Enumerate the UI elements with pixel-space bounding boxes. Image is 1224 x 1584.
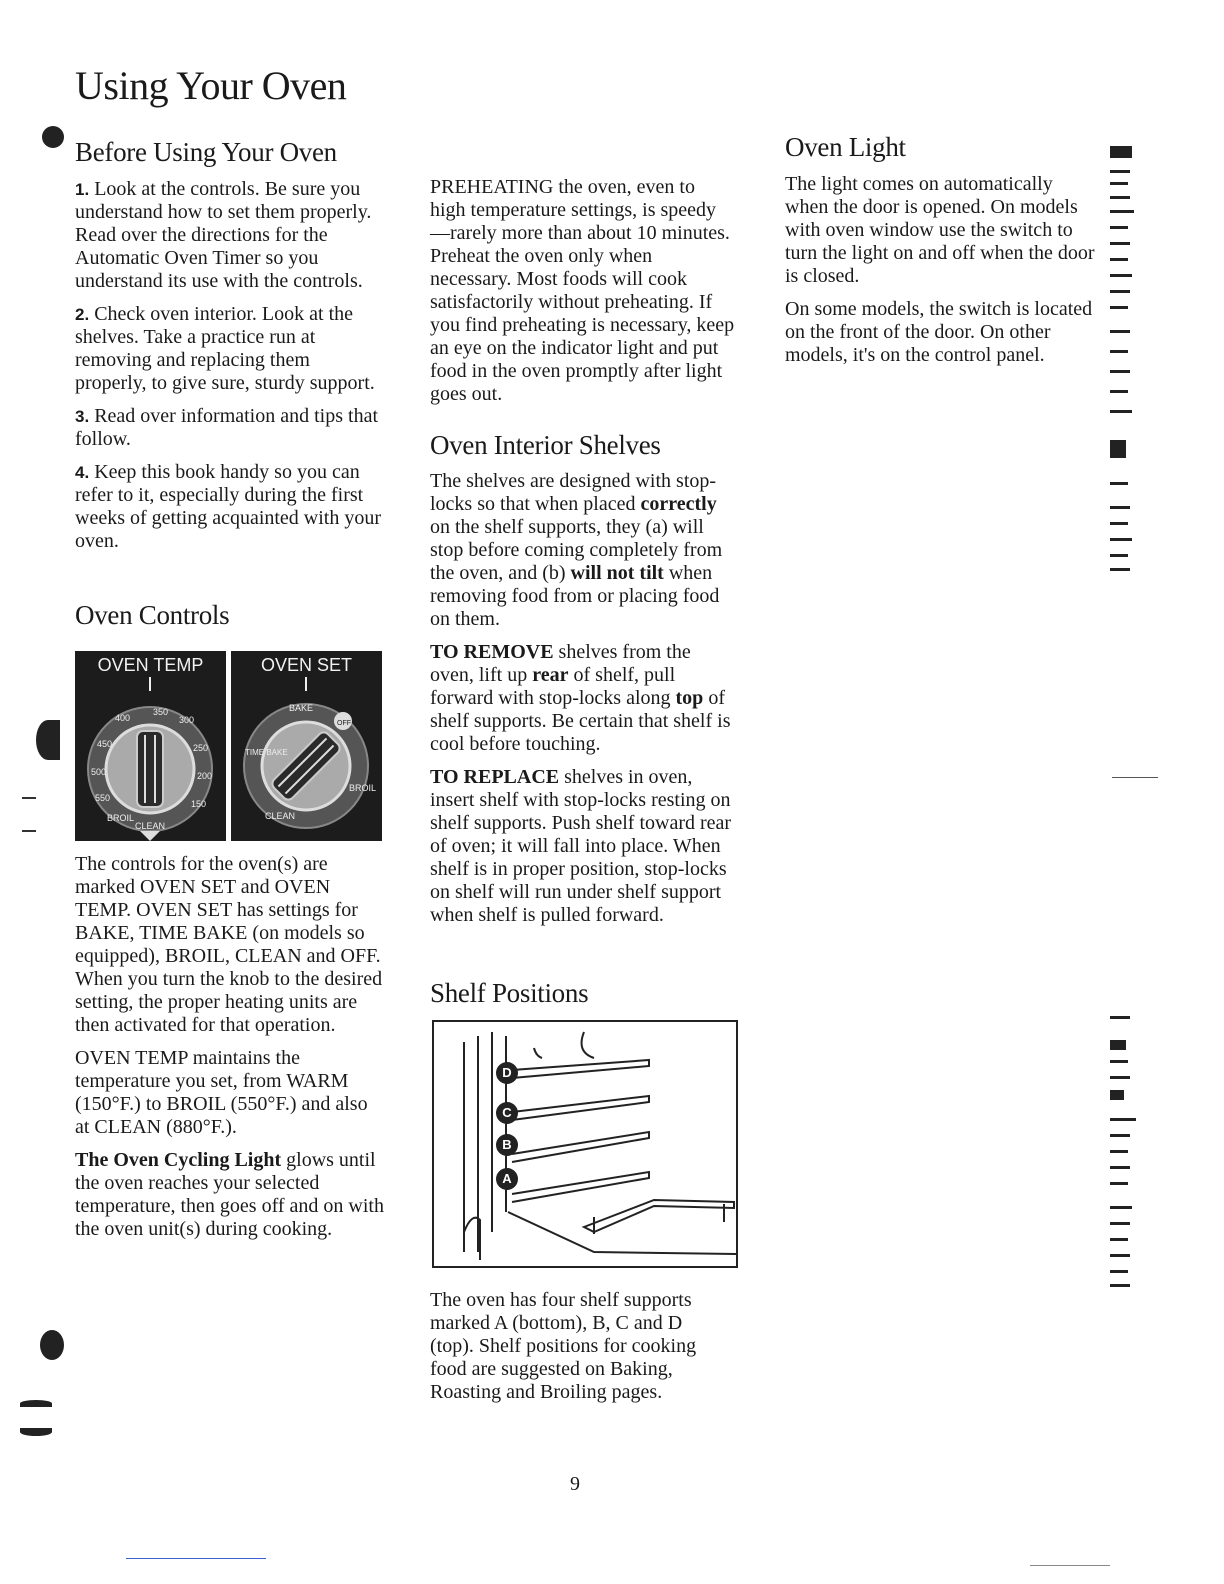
margin-tab-mark <box>1110 1076 1130 1079</box>
margin-tab-mark <box>1110 196 1130 199</box>
shelf-positions-heading: Shelf Positions <box>430 978 589 1008</box>
svg-text:CLEAN: CLEAN <box>135 821 166 831</box>
margin-tab-mark <box>1110 290 1130 293</box>
margin-bullet-icon <box>40 1330 64 1360</box>
svg-text:200: 200 <box>197 771 213 781</box>
margin-tab-mark <box>1110 1284 1130 1287</box>
oven-light-text <box>785 173 1095 377</box>
svg-text:BROIL: BROIL <box>107 813 135 823</box>
margin-tab-mark <box>1110 226 1128 229</box>
svg-text:300: 300 <box>179 715 195 725</box>
margin-tab-mark <box>1110 538 1132 541</box>
oven-light-heading: Oven Light <box>785 132 906 162</box>
margin-tab-mark <box>1110 306 1128 309</box>
before-using-list <box>75 178 385 563</box>
oven-shelves-icon <box>434 1022 736 1266</box>
margin-tab-mark <box>1110 554 1128 557</box>
page-number: 9 <box>570 1473 580 1495</box>
margin-tab-mark <box>1110 1134 1130 1137</box>
oven-light-paragraph: The light comes on automatically when the door is opened. On models with oven window use the switch to turn the light on and off when the door is closed. <box>785 173 1095 287</box>
oven-set-dial-photo <box>231 651 382 841</box>
margin-tab-mark <box>1110 1222 1130 1225</box>
before-using-heading: Before Using Your Oven <box>75 137 337 167</box>
shelf-label-c-icon: C <box>496 1102 518 1124</box>
margin-tab-mark <box>1110 330 1130 333</box>
controls-paragraph: OVEN TEMP maintains the temperature you set, from WARM (150°F.) to BROIL (550°F.) and also at CLEAN (880°F.). <box>75 1047 368 1138</box>
margin-tab-mark <box>1110 1166 1130 1169</box>
margin-rule <box>1112 777 1158 778</box>
shelf-label-b-icon: B <box>496 1134 518 1156</box>
section-bullet-icon <box>42 126 64 148</box>
svg-text:550: 550 <box>95 793 111 803</box>
shelf-label-d-icon: D <box>496 1062 518 1084</box>
svg-text:350: 350 <box>153 707 169 717</box>
margin-tab-mark <box>1110 1040 1126 1050</box>
margin-tab-mark <box>1110 1118 1136 1121</box>
list-item: 3. Read over information and tips that follow. <box>75 405 379 450</box>
svg-text:400: 400 <box>115 713 131 723</box>
margin-tab-mark <box>1110 210 1134 213</box>
margin-tab-mark <box>1110 1150 1128 1153</box>
margin-tab-mark <box>1110 350 1128 353</box>
oven-temp-dial-photo <box>75 651 226 841</box>
svg-text:TIME BAKE: TIME BAKE <box>245 748 288 757</box>
shelves-paragraph: TO REPLACE shelves in oven, insert shelf with stop-locks resting on shelf supports. Push shelf toward rear of oven; it will fall into place. When shelf is in proper position, stop-locks on shelf will run under shelf support when shelf is pulled forward. <box>430 766 732 926</box>
svg-text:450: 450 <box>97 739 113 749</box>
margin-tab-mark <box>1110 440 1126 458</box>
margin-mark <box>20 1400 52 1407</box>
margin-tab-mark <box>1110 522 1128 525</box>
margin-tab-mark <box>1110 1254 1130 1257</box>
controls-paragraph: The Oven Cycling Light glows until the oven reaches your selected temperature, then goes off and on with the oven unit(s) during cooking. <box>75 1149 384 1240</box>
oven-controls-text <box>75 853 385 1251</box>
shelf-label-a-icon: A <box>496 1168 518 1190</box>
list-item: 4. Keep this book handy so you can refer to it, especially during the first weeks of getting acquainted with your oven. <box>75 461 382 552</box>
svg-text:BROIL: BROIL <box>349 783 377 793</box>
margin-tab-mark <box>1110 170 1130 173</box>
page-title: Using Your Oven <box>75 63 347 108</box>
svg-text:BAKE: BAKE <box>289 703 314 713</box>
margin-tab-mark <box>1110 258 1128 261</box>
margin-tab-mark <box>1110 1270 1128 1273</box>
footer-rule <box>126 1558 266 1559</box>
margin-tab-mark <box>1110 1182 1128 1185</box>
oven-controls-heading: Oven Controls <box>75 600 230 630</box>
margin-tab-mark <box>1110 410 1132 413</box>
margin-tab-mark <box>1110 1016 1130 1019</box>
margin-tab-mark <box>1110 1060 1128 1063</box>
oven-light-paragraph: On some models, the switch is located on the front of the door. On other models, it's on the control panel. <box>785 298 1093 366</box>
shelf-positions-text <box>430 1289 730 1414</box>
svg-text:150: 150 <box>191 799 207 809</box>
margin-tab-mark <box>1110 146 1132 158</box>
shelf-positions-diagram <box>432 1020 738 1268</box>
oven-set-knob-icon <box>231 651 382 841</box>
footer-rule <box>1030 1565 1110 1566</box>
shelf-positions-paragraph: The oven has four shelf supports marked A (bottom), B, C and D (top). Shelf positions for cooking food are suggested on Baking, Roasting and Broiling pages. <box>430 1289 697 1403</box>
margin-tab-mark <box>1110 1238 1128 1241</box>
margin-mark <box>20 1428 52 1436</box>
controls-paragraph: The controls for the oven(s) are marked OVEN SET and OVEN TEMP. OVEN SET has settings for BAKE, TIME BAKE (on models so equipped), BROIL, CLEAN and OFF. When you turn the knob to the desired setting, the proper heating units are then activated for that operation. <box>75 853 383 1036</box>
interior-shelves-heading: Oven Interior Shelves <box>430 430 661 460</box>
svg-text:500: 500 <box>91 767 107 777</box>
svg-text:250: 250 <box>193 743 209 753</box>
margin-mark <box>22 830 36 832</box>
oven-set-label: OVEN SET <box>260 655 353 675</box>
list-item: 1. Look at the controls. Be sure you understand how to set them properly. Read over the directions for the Automatic Oven Timer so you understand its use with the controls. <box>75 178 372 292</box>
margin-tab-mark <box>1110 370 1130 373</box>
interior-shelves-text <box>430 470 735 937</box>
margin-tab-mark <box>1110 1206 1132 1209</box>
svg-text:OFF: OFF <box>337 720 351 727</box>
margin-tab-mark <box>1110 274 1132 277</box>
margin-tab-mark <box>1110 182 1128 185</box>
oven-temp-label: OVEN TEMP <box>97 655 204 675</box>
margin-tab-mark <box>1110 568 1130 571</box>
preheating-paragraph: PREHEATING the oven, even to high temperature settings, is speedy —rarely more than about 10 minutes. Preheat the oven only when necessary. Most foods will cook satisfactorily without preheating. If you find preheating is necessary, keep an eye on the indicator light and put food in the oven promptly after light goes out. <box>430 176 735 405</box>
oven-temp-knob-icon <box>75 651 226 841</box>
margin-tab-mark <box>1110 242 1130 245</box>
margin-tab-mark <box>1110 482 1128 485</box>
preheating-text <box>430 176 735 416</box>
margin-tab-mark <box>1110 390 1128 393</box>
margin-tab-mark <box>1110 1090 1124 1100</box>
shelves-paragraph: TO REMOVE shelves from the oven, lift up rear of shelf, pull forward with stop-locks along top of shelf supports. Be certain that shelf is cool before touching. <box>430 641 731 755</box>
svg-text:CLEAN: CLEAN <box>265 811 296 821</box>
margin-tab-mark <box>1110 506 1130 509</box>
shelves-paragraph: The shelves are designed with stop-locks so that when placed correctly on the shelf supports, they (a) will stop before coming completely from the oven, and (b) will not tilt when removing food from or placing food on them. <box>430 470 723 630</box>
margin-bullet-icon <box>36 720 60 760</box>
list-item: 2. Check oven interior. Look at the shelves. Take a practice run at removing and replacing them properly, to give sure, sturdy support. <box>75 303 375 394</box>
margin-mark <box>22 797 36 799</box>
